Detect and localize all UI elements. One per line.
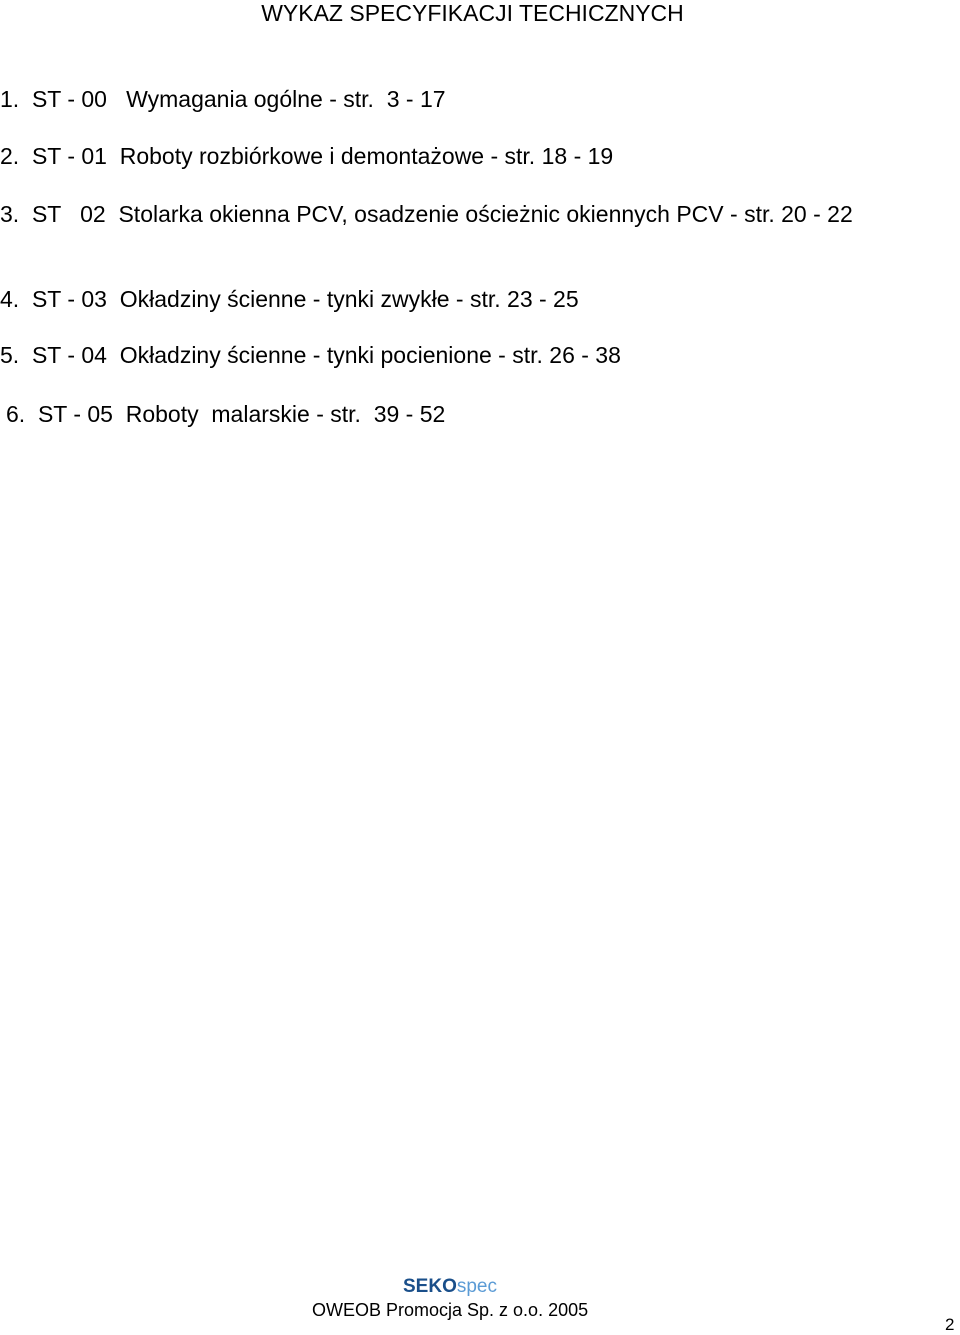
list-item: 2. ST - 01 Roboty rozbiórkowe i demontażowe - str. 18 - 19: [0, 143, 614, 169]
footer-company: OWEOB Promocja Sp. z o.o. 2005: [312, 1300, 589, 1320]
list-item: 6. ST - 05 Roboty malarskie - str. 39 - 52: [6, 401, 446, 427]
list-item: 1. ST - 00 Wymagania ogólne - str. 3 - 17: [0, 86, 446, 112]
page-number: 2: [945, 1315, 955, 1334]
list-item: 3. ST 02 Stolarka okienna PCV, osadzenie ościeżnic okiennych PCV - str. 20 - 22: [0, 201, 853, 227]
footer-logo: [403, 1276, 497, 1298]
logo-bold-text: SEKO: [403, 1276, 457, 1297]
page-title: WYKAZ SPECYFIKACJI TECHICZNYCH: [261, 0, 684, 26]
list-item: 5. ST - 04 Okładziny ścienne - tynki pocienione - str. 26 - 38: [0, 342, 621, 368]
logo-light-text: spec: [456, 1276, 497, 1297]
list-item: 4. ST - 03 Okładziny ścienne - tynki zwykłe - str. 23 - 25: [0, 286, 579, 312]
